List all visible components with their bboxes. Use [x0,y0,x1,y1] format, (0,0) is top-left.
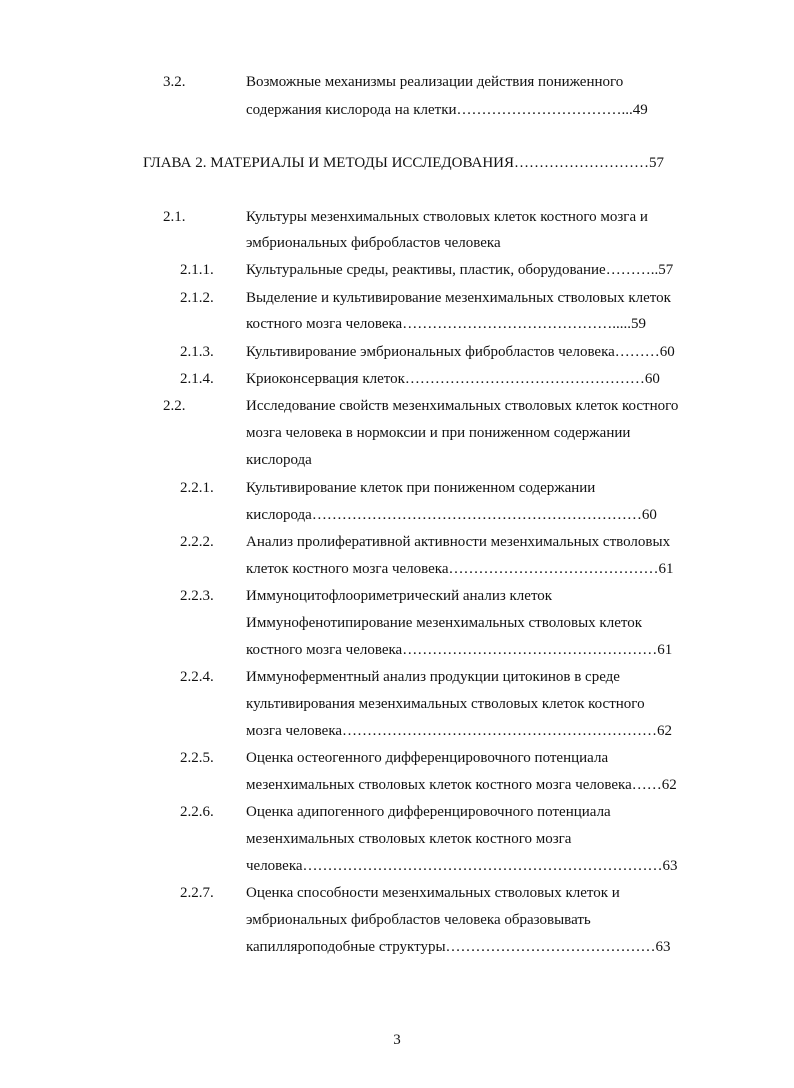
toc-line: Выделение и культивирование мезенхимальных стволовых клеток [246,290,671,306]
toc-number: 2.1.2. [180,290,214,306]
toc-line: эмбриональных фибробластов человека [246,235,501,251]
toc-line: мезенхимальных стволовых клеток костного мозга [246,831,572,847]
toc-line: Оценка способности мезенхимальных стволовых клеток и [246,885,620,901]
toc-number: 2.1.4. [180,371,214,387]
toc-number: 2.2.6. [180,804,214,820]
toc-line: капилляроподобные структуры……………………………………63 [246,939,671,955]
page-number: 3 [393,1032,401,1048]
toc-line: костного мозга человека……………………………………………61 [246,642,673,658]
toc-number: 2.2.1. [180,480,214,496]
toc-number: 2.2.2. [180,534,214,550]
toc-line: клеток костного мозга человека……………………………………61 [246,561,674,577]
toc-line: кислорода [246,452,312,468]
toc-line: костного мозга человека…………………………………….....59 [246,316,646,332]
toc-line: Оценка адипогенного дифференцировочного потенциала [246,804,611,820]
toc-line: Анализ пролиферативной активности мезенхимальных стволовых [246,534,671,550]
toc-line: Культуры мезенхимальных стволовых клеток костного мозга и [246,209,648,225]
toc-line: эмбриональных фибробластов человека образовывать [246,912,591,928]
toc-line: Иммуноферментный анализ продукции цитокинов в среде [246,669,620,685]
toc-line: Криоконсервация клеток…………………………………………60 [246,371,660,387]
toc-number: 2.2.4. [180,669,214,685]
toc-number: 2.1.3. [180,344,214,360]
toc-line: Возможные механизмы реализации действия пониженного [246,74,624,90]
toc-line: культивирования мезенхимальных стволовых клеток костного [246,696,645,712]
toc-line: Культивирование эмбриональных фибробластов человека………60 [246,344,675,360]
toc-line: содержания кислорода на клетки……………………………...49 [246,102,648,118]
toc-line: человека………………………………………………………………63 [246,858,678,874]
toc-number: 2.2. [163,398,186,414]
toc-line: Иммуноцитофлоориметрический анализ клеток [246,588,553,604]
toc-line: Оценка остеогенного дифференцировочного потенциала [246,750,609,766]
toc-line: Иммунофенотипирование мезенхимальных стволовых клеток [246,615,642,631]
toc-number: 2.2.7. [180,885,214,901]
chapter-heading: ГЛАВА 2. МАТЕРИАЛЫ И МЕТОДЫ ИССЛЕДОВАНИЯ………………………57 [143,155,665,171]
toc-number: 2.1.1. [180,262,214,278]
toc-line: Культуральные среды, реактивы, пластик, оборудование………..57 [246,262,674,278]
toc-line: Исследование свойств мезенхимальных стволовых клеток костного [246,398,679,414]
toc-number: 2.2.3. [180,588,214,604]
toc-number: 2.2.5. [180,750,214,766]
toc-line: мезенхимальных стволовых клеток костного мозга человека……62 [246,777,677,793]
toc-line: мозга человека в нормоксии и при пониженном содержании [246,425,631,441]
toc-number: 3.2. [163,74,186,90]
toc-line: мозга человека………………………………………………………62 [246,723,673,739]
toc-line: кислорода…………………………………………………………60 [246,507,657,523]
toc-line: Культивирование клеток при пониженном содержании [246,480,596,496]
toc-number: 2.1. [163,209,186,225]
